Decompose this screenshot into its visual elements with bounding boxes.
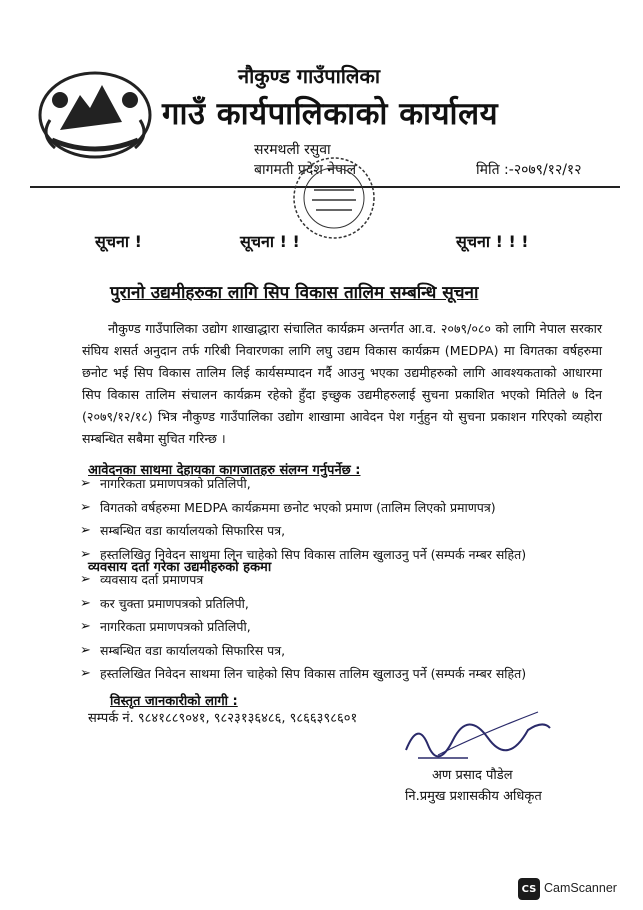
office-stamp-icon xyxy=(286,150,382,246)
arrow-bullet-icon: ➢ xyxy=(80,595,91,611)
required-documents-heading: आवेदनका साथमा देहायका कागजातहरु संलग्न गर्नुपर्नेछ : xyxy=(88,463,361,478)
list-item xyxy=(80,496,526,520)
notice-heading-3: सूचना ! ! ! xyxy=(456,232,529,251)
signatory-name: अण प्रसाद पौडेल xyxy=(432,768,513,783)
list-item-text: कर चुक्ता प्रमाणपत्रको प्रतिलिपी, xyxy=(100,595,249,611)
list-item xyxy=(80,592,526,616)
list-item xyxy=(80,615,526,639)
arrow-bullet-icon: ➢ xyxy=(80,523,91,539)
contact-numbers: सम्पर्क नं. ९८४१८८९०४१, ९८२३१३६४८६, ९८६६३९८६०१ xyxy=(88,711,358,726)
registered-business-heading: व्यवसाय दर्ता गरेका उद्यमीहरुको हकमा xyxy=(88,560,272,575)
arrow-bullet-icon: ➢ xyxy=(80,476,91,492)
list-item-text: नागरिकता प्रमाणपत्रको प्रतिलिपी, xyxy=(100,619,251,635)
signatory-title: नि.प्रमुख प्रशासकीय अधिकृत xyxy=(405,789,542,804)
arrow-bullet-icon: ➢ xyxy=(80,499,91,515)
list-item xyxy=(80,662,526,686)
notice-heading-2: सूचना ! ! xyxy=(240,232,300,251)
arrow-bullet-icon: ➢ xyxy=(80,572,91,588)
contact-heading: विस्तृत जानकारीको लागी : xyxy=(110,694,238,709)
list-item-text: नागरिकता प्रमाणपत्रको प्रतिलिपी, xyxy=(100,476,251,492)
list-item-text: हस्तलिखित निवेदन साथमा लिन चाहेको सिप विकास तालिम खुलाउनु पर्ने (सम्पर्क नम्बर सहित) xyxy=(100,546,527,562)
address-line-1: सरमथली रसुवा xyxy=(254,142,331,158)
arrow-bullet-icon: ➢ xyxy=(80,619,91,635)
camscanner-watermark: CamScanner xyxy=(544,881,617,895)
handwritten-signature-icon xyxy=(398,700,558,765)
list-item xyxy=(80,639,526,663)
address-line-2: बागमती प्रदेश नेपाल xyxy=(254,162,357,178)
required-documents-list xyxy=(80,472,526,566)
camscanner-logo-icon: CS xyxy=(518,878,540,900)
notice-subject: पुरानो उद्यमीहरुका लागि सिप विकास तालिम सम्बन्धि सूचना xyxy=(110,283,479,303)
list-item-text: हस्तलिखित निवेदन साथमा लिन चाहेको सिप विकास तालिम खुलाउनु पर्ने (सम्पर्क नम्बर सहित) xyxy=(100,666,527,682)
office-name: नौकुण्ड गाउँपालिका xyxy=(238,64,381,88)
nepal-emblem-icon xyxy=(30,60,160,165)
registered-business-list xyxy=(80,568,526,686)
list-item xyxy=(80,472,526,496)
list-item-text: सम्बन्धित वडा कार्यालयको सिफारिस पत्र, xyxy=(100,642,286,658)
notice-heading-1: सूचना ! xyxy=(95,232,142,251)
body-paragraph: नौकुण्ड गाउँपालिका उद्योग शाखाद्धारा संचालित कार्यक्रम अन्तर्गत आ.व. २०७९/०८० को लागि नेपाल सरकार संघिय शसर्त अनुदान तर्फ गरिबी निवारणका लागि लघु उद्यम विकास कार्यक्रम (MEDPA) मा विगतका वर्षहरुमा छनोट भई सिप विकास तालिम लिई कार्यसम्पादन गर्दै आउनु भएका उद्यमीहरुको लागि आवश्यकताको आधारमा सिप विकास तालिम संचालन कार्यक्रम रहेको हुँदा इच्छुक उद्यमीहरुलाई सुचना प्रकाशित भएको मितिले ७ दिन (२०७९/१२/१८) भित्र नौकुण्ड गाउँपालिका उद्योग शाखामा आवेदन पेश गर्नुहुन यो सुचना प्रकाशन गरिएको व्यहोरा सम्बन्धित सबैमा सुचित गरिन्छ । xyxy=(82,321,602,446)
list-item xyxy=(80,568,526,592)
date-line: मिति :-२०७९/१२/१२ xyxy=(476,162,582,178)
arrow-bullet-icon: ➢ xyxy=(80,666,91,682)
list-item-text: व्यवसाय दर्ता प्रमाणपत्र xyxy=(100,572,204,588)
list-item-text: सम्बन्धित वडा कार्यालयको सिफारिस पत्र, xyxy=(100,523,286,539)
arrow-bullet-icon: ➢ xyxy=(80,642,91,658)
list-item xyxy=(80,519,526,543)
office-title: गाउँ कार्यपालिकाको कार्यालय xyxy=(162,96,499,132)
arrow-bullet-icon: ➢ xyxy=(80,546,91,562)
list-item-text: विगतको वर्षहरुमा MEDPA कार्यक्रममा छनोट भएको प्रमाण (तालिम लिएको प्रमाणपत्र) xyxy=(100,499,496,515)
